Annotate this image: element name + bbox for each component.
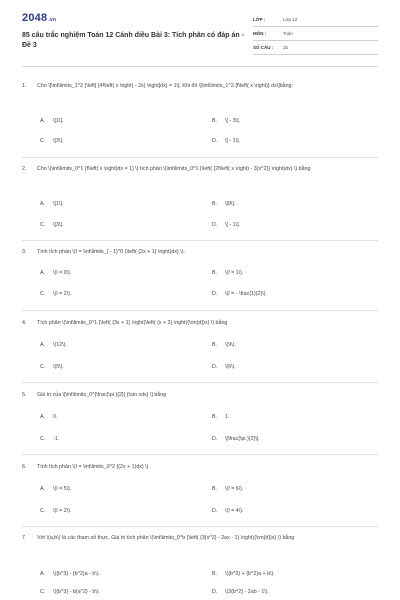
question-4 bbox=[22, 319, 378, 327]
option-text: \[1\]. bbox=[53, 201, 64, 207]
option-d[interactable] bbox=[212, 222, 240, 228]
question-divider bbox=[22, 310, 378, 311]
option-b[interactable] bbox=[212, 270, 243, 276]
option-c[interactable] bbox=[40, 436, 59, 442]
option-b[interactable] bbox=[212, 414, 229, 420]
option-c[interactable] bbox=[40, 589, 100, 595]
option-key: D. bbox=[212, 222, 218, 228]
document-title: 85 câu trắc nghiệm Toán 12 Cánh diều Bài 3: Tích phân có đáp án - Đề 3 bbox=[22, 32, 244, 49]
option-text: \({b^3} + {b^2}a + b\). bbox=[225, 571, 275, 577]
option-text: \(I = 2\). bbox=[53, 508, 72, 514]
meta-row-question-count bbox=[253, 41, 378, 55]
option-a[interactable] bbox=[40, 201, 63, 207]
option-b[interactable] bbox=[212, 486, 243, 492]
option-key: C. bbox=[40, 589, 46, 595]
option-text: \(I = 4\). bbox=[225, 508, 244, 514]
question-number: 4. bbox=[22, 320, 27, 326]
option-key: A. bbox=[40, 486, 46, 492]
question-2 bbox=[22, 165, 378, 173]
option-key: C. bbox=[40, 364, 46, 370]
question-divider bbox=[22, 157, 378, 158]
question-divider bbox=[22, 382, 378, 383]
option-c[interactable] bbox=[40, 508, 71, 514]
question-divider bbox=[22, 240, 378, 241]
option-key: B. bbox=[212, 201, 218, 207]
question-stem bbox=[22, 248, 378, 256]
option-key: D. bbox=[212, 589, 218, 595]
option-text: 0. bbox=[53, 414, 58, 420]
option-b[interactable] bbox=[212, 118, 240, 124]
option-key: B. bbox=[212, 342, 218, 348]
question-stem bbox=[22, 319, 378, 327]
option-text: \(I = 2\). bbox=[53, 291, 72, 297]
meta-key: MÔN : bbox=[253, 31, 267, 36]
option-key: D. bbox=[212, 364, 218, 370]
option-c[interactable] bbox=[40, 291, 71, 297]
option-text: \(I = 1\). bbox=[225, 270, 244, 276]
option-key: D. bbox=[212, 508, 218, 514]
option-text: \(I = 0\). bbox=[53, 270, 72, 276]
option-key: A. bbox=[40, 118, 46, 124]
question-3 bbox=[22, 248, 378, 256]
option-text: \(I = 5\). bbox=[53, 486, 72, 492]
meta-value: Toán bbox=[283, 31, 293, 36]
option-key: A. bbox=[40, 571, 46, 577]
option-text: \(12\). bbox=[53, 342, 67, 348]
option-key: C. bbox=[40, 291, 46, 297]
question-6 bbox=[22, 463, 378, 471]
question-divider bbox=[22, 454, 378, 455]
option-key: A. bbox=[40, 201, 46, 207]
option-a[interactable] bbox=[40, 486, 71, 492]
option-key: B. bbox=[212, 270, 218, 276]
meta-key: LỚP : bbox=[253, 17, 266, 22]
option-a[interactable] bbox=[40, 270, 71, 276]
option-a[interactable] bbox=[40, 414, 57, 420]
option-text: \[0\]. bbox=[225, 201, 236, 207]
logo-suffix: .vn bbox=[48, 17, 57, 23]
meta-row-grade bbox=[253, 13, 378, 27]
question-stem bbox=[22, 82, 378, 90]
option-text: \[1\]. bbox=[53, 118, 64, 124]
option-b[interactable] bbox=[212, 571, 275, 577]
option-text: \[ - 1\]. bbox=[225, 222, 241, 228]
option-a[interactable] bbox=[40, 571, 100, 577]
question-text: Với \(a,b\) là các tham số thực. Giá trị tích phân \(\int\limits_0^b {\left( {3{x^2} - 2ax - 1} \right){\rm{d}}x} \) bằng bbox=[37, 535, 295, 541]
option-text: 1. bbox=[225, 414, 230, 420]
option-key: A. bbox=[40, 342, 46, 348]
question-number: 1. bbox=[22, 83, 27, 89]
meta-value: Lớp 12 bbox=[283, 17, 298, 22]
option-b[interactable] bbox=[212, 201, 235, 207]
option-c[interactable] bbox=[40, 222, 63, 228]
option-b[interactable] bbox=[212, 342, 236, 348]
option-key: D. bbox=[212, 291, 218, 297]
meta-value: 25 bbox=[283, 45, 289, 50]
option-d[interactable] bbox=[212, 138, 240, 144]
option-key: A. bbox=[40, 414, 46, 420]
option-text: \[ - 3\]. bbox=[225, 118, 241, 124]
meta-key: SỐ CÂU : bbox=[253, 45, 274, 50]
option-key: C. bbox=[40, 222, 46, 228]
option-a[interactable] bbox=[40, 342, 67, 348]
option-text: -1. bbox=[53, 436, 60, 442]
option-d[interactable] bbox=[212, 291, 267, 297]
option-d[interactable] bbox=[212, 436, 260, 442]
option-a[interactable] bbox=[40, 118, 63, 124]
question-text: Giá trị của \[\int\limits_0^{\frac{\pi }{2}} {\sin xdx} \] bằng bbox=[37, 392, 167, 398]
option-d[interactable] bbox=[212, 508, 243, 514]
logo-text: 2048 bbox=[22, 12, 48, 24]
question-stem bbox=[22, 534, 378, 542]
question-7 bbox=[22, 534, 378, 542]
option-key: D. bbox=[212, 436, 218, 442]
option-text: \(9\). bbox=[225, 342, 236, 348]
option-key: B. bbox=[212, 414, 218, 420]
question-number: 5. bbox=[22, 392, 27, 398]
question-text: Tích phân \(\int\limits_0^1 {\left( {3x + 1} \right)\left( {x + 3} \right){\rm{d}}x} \) bằng bbox=[37, 320, 228, 326]
question-1 bbox=[22, 82, 378, 90]
option-text: \(6\). bbox=[225, 364, 236, 370]
option-text: \({b^3} - {b^2}a - b\). bbox=[53, 571, 101, 577]
option-d[interactable] bbox=[212, 364, 236, 370]
option-text: \[3\]. bbox=[53, 138, 64, 144]
site-logo[interactable] bbox=[22, 12, 56, 24]
question-text: Cho \(\int\limits_0^1 {f\left( x \right)dx = 1} \) tích phân \(\int\limits_0^1 {\left( {2f\left( x \right) - 3{x^2}} \right)dx} \) bằng bbox=[37, 166, 311, 172]
option-key: C. bbox=[40, 436, 46, 442]
header-divider bbox=[22, 66, 378, 67]
question-number: 7. bbox=[22, 535, 27, 541]
option-text: \({b^3} - b{a^2} - b\). bbox=[53, 589, 101, 595]
option-c[interactable] bbox=[40, 364, 64, 370]
option-d[interactable] bbox=[212, 589, 269, 595]
option-key: C. bbox=[40, 508, 46, 514]
meta-info-table bbox=[253, 13, 378, 55]
meta-row-subject bbox=[253, 27, 378, 41]
option-text: \[3\]. bbox=[53, 222, 64, 228]
option-key: A. bbox=[40, 270, 46, 276]
question-stem bbox=[22, 165, 378, 173]
option-key: B. bbox=[212, 486, 218, 492]
option-key: B. bbox=[212, 118, 218, 124]
option-c[interactable] bbox=[40, 138, 63, 144]
question-text: Cho \[\int\limits_1^2 {\left[ {4f\left( x \right) - 2x} \right]dx} = 1\]. Khi đó \[\int\limits_1^2 {f\left( x \right)} dx\]bằng: bbox=[37, 83, 293, 89]
question-number: 2. bbox=[22, 166, 27, 172]
question-text: Tính tích phân \(I = \int\limits_{ - 1}^0 {\left( {2x + 1} \right)dx} \). bbox=[37, 249, 185, 255]
option-text: \[ - 1\]. bbox=[225, 138, 241, 144]
option-key: D. bbox=[212, 138, 218, 144]
question-stem bbox=[22, 463, 378, 471]
option-text: \[\frac{\pi }{2}\]. bbox=[225, 436, 260, 442]
question-5 bbox=[22, 391, 378, 399]
option-key: C. bbox=[40, 138, 46, 144]
option-text: \(5\). bbox=[53, 364, 64, 370]
question-text: Tính tích phân \(I = \int\limits_0^2 {(2x + 1)dx} \) bbox=[37, 464, 149, 470]
question-number: 3. bbox=[22, 249, 27, 255]
option-text: \(I = 6\). bbox=[225, 486, 244, 492]
option-key: B. bbox=[212, 571, 218, 577]
option-text: \(I = - \frac{1}{2}\). bbox=[225, 291, 267, 297]
question-number: 6. bbox=[22, 464, 27, 470]
question-divider bbox=[22, 526, 378, 527]
question-stem bbox=[22, 391, 378, 399]
option-text: \(3{b^2} - 2ab - 1\). bbox=[225, 589, 270, 595]
